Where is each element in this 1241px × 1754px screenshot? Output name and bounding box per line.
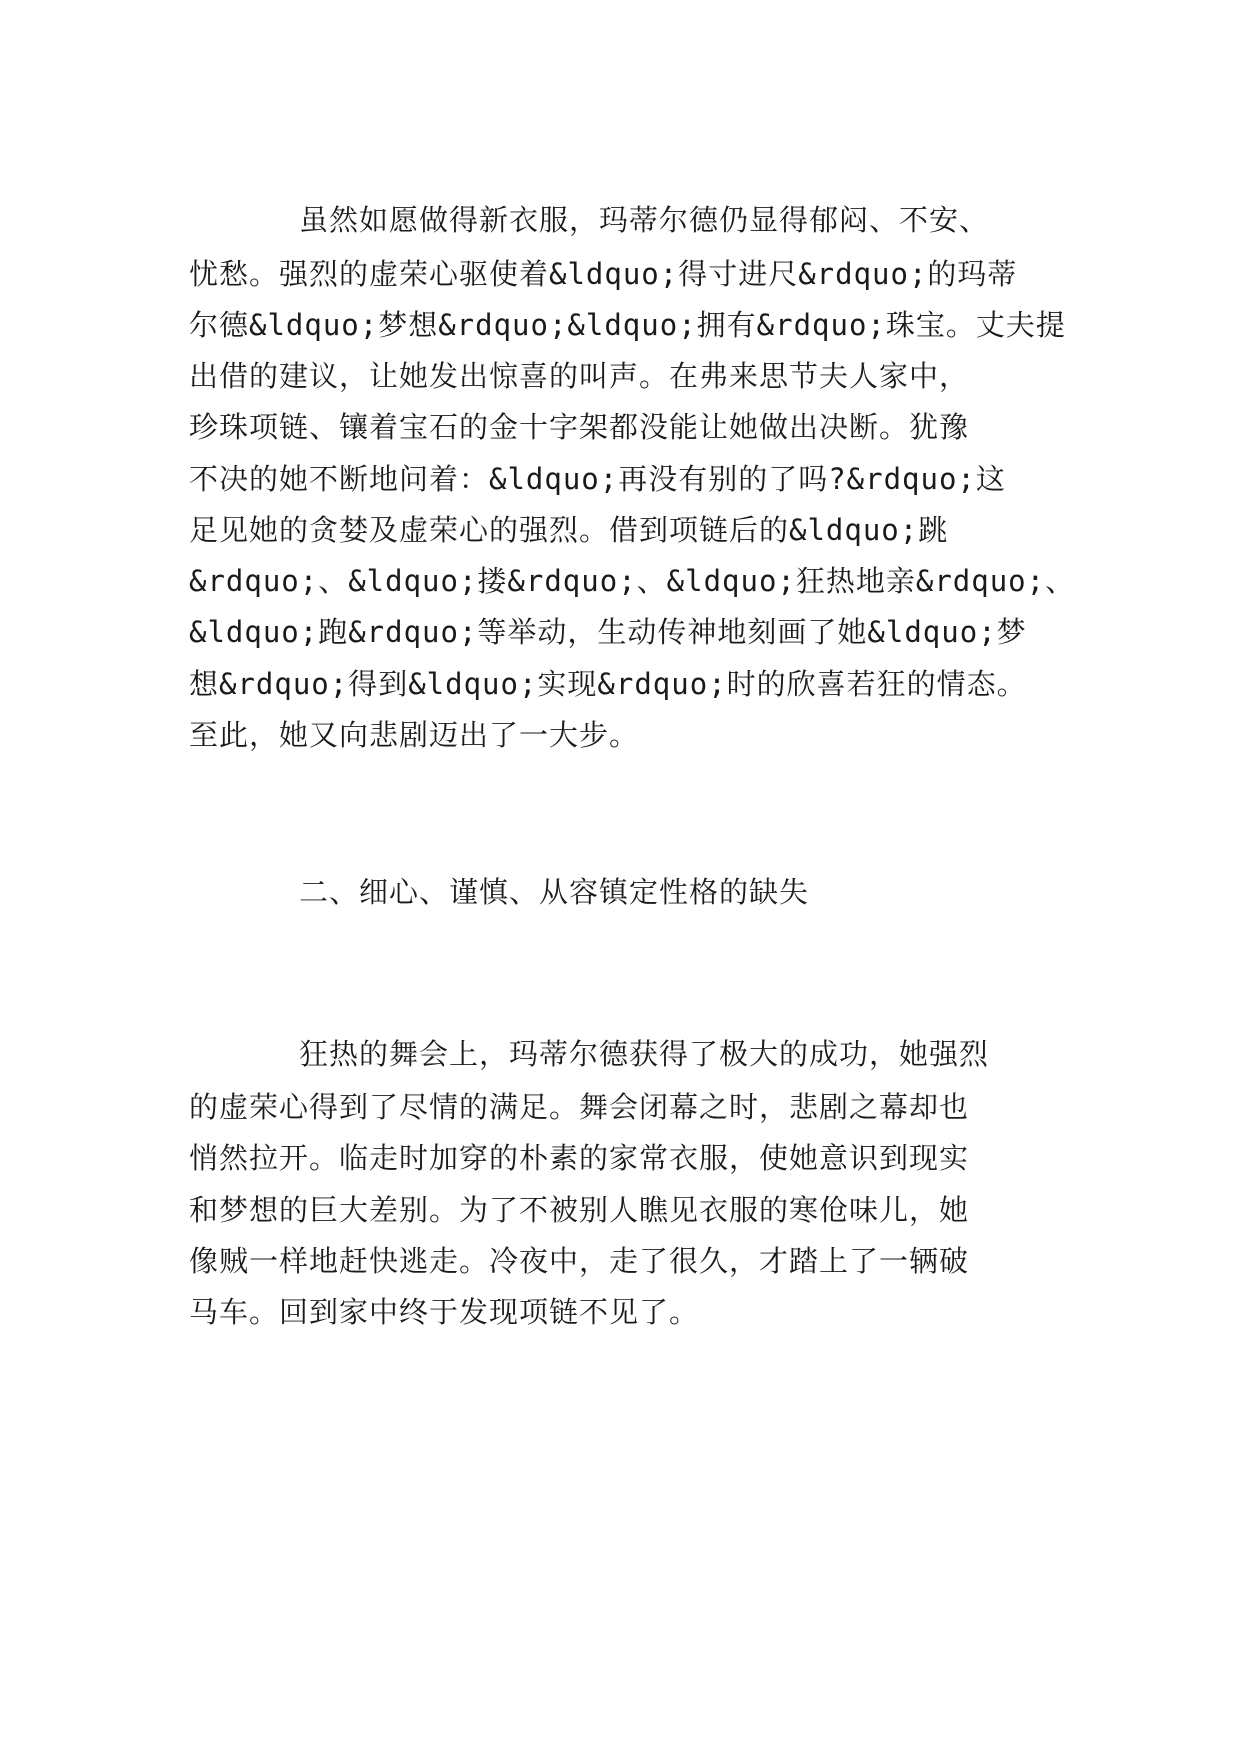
paragraph-2-line-1: 狂热的舞会上，玛蒂尔德获得了极大的成功，她强烈 — [299, 1037, 990, 1071]
paragraph-2-line-2: 的虚荣心得到了尽情的满足。舞会闭幕之时，悲剧之幕却也 — [189, 1090, 970, 1124]
paragraph-1-line-2: 忧愁。强烈的虚荣心驱使着&ldquo;得寸进尺&rdquo;的玛蒂 — [189, 257, 1018, 291]
paragraph-1-line-9: &ldquo;跑&rdquo;等举动，生动传神地刻画了她&ldquo;梦 — [189, 615, 1027, 649]
paragraph-1-line-3: 尔德&ldquo;梦想&rdquo;&ldquo;拥有&rdquo;珠宝。丈夫提 — [189, 308, 1066, 342]
section-heading: 二、细心、谨慎、从容镇定性格的缺失 — [299, 875, 810, 909]
paragraph-1-line-5: 珍珠项链、镶着宝石的金十字架都没能让她做出决断。犹豫 — [189, 410, 970, 444]
paragraph-2-line-6: 马车。回到家中终于发现项链不见了。 — [189, 1295, 700, 1329]
paragraph-1-line-10: 想&rdquo;得到&ldquo;实现&rdquo;时的欣喜若狂的情态。 — [189, 667, 1027, 701]
paragraph-2-line-4: 和梦想的巨大差别。为了不被别人瞧见衣服的寒伧味儿，她 — [189, 1193, 970, 1227]
paragraph-2-line-5: 像贼一样地赶快逃走。冷夜中，走了很久，才踏上了一辆破 — [189, 1244, 970, 1278]
paragraph-1-line-4: 出借的建议，让她发出惊喜的叫声。在弗来思节夫人家中， — [189, 359, 970, 393]
paragraph-1-line-1: 虽然如愿做得新衣服，玛蒂尔德仍显得郁闷、不安、 — [299, 203, 990, 237]
paragraph-1-line-6: 不决的她不断地问着：&ldquo;再没有别的了吗?&rdquo;这 — [189, 462, 1006, 496]
paragraph-1-line-7: 足见她的贪婪及虚荣心的强烈。借到项链后的&ldquo;跳 — [189, 513, 949, 547]
paragraph-2-line-3: 悄然拉开。临走时加穿的朴素的家常衣服，使她意识到现实 — [189, 1141, 970, 1175]
paragraph-1-line-11: 至此，她又向悲剧迈出了一大步。 — [189, 718, 640, 752]
paragraph-1-line-8: &rdquo;、&ldquo;搂&rdquo;、&ldquo;狂热地亲&rdquo;、 — [189, 564, 1076, 598]
